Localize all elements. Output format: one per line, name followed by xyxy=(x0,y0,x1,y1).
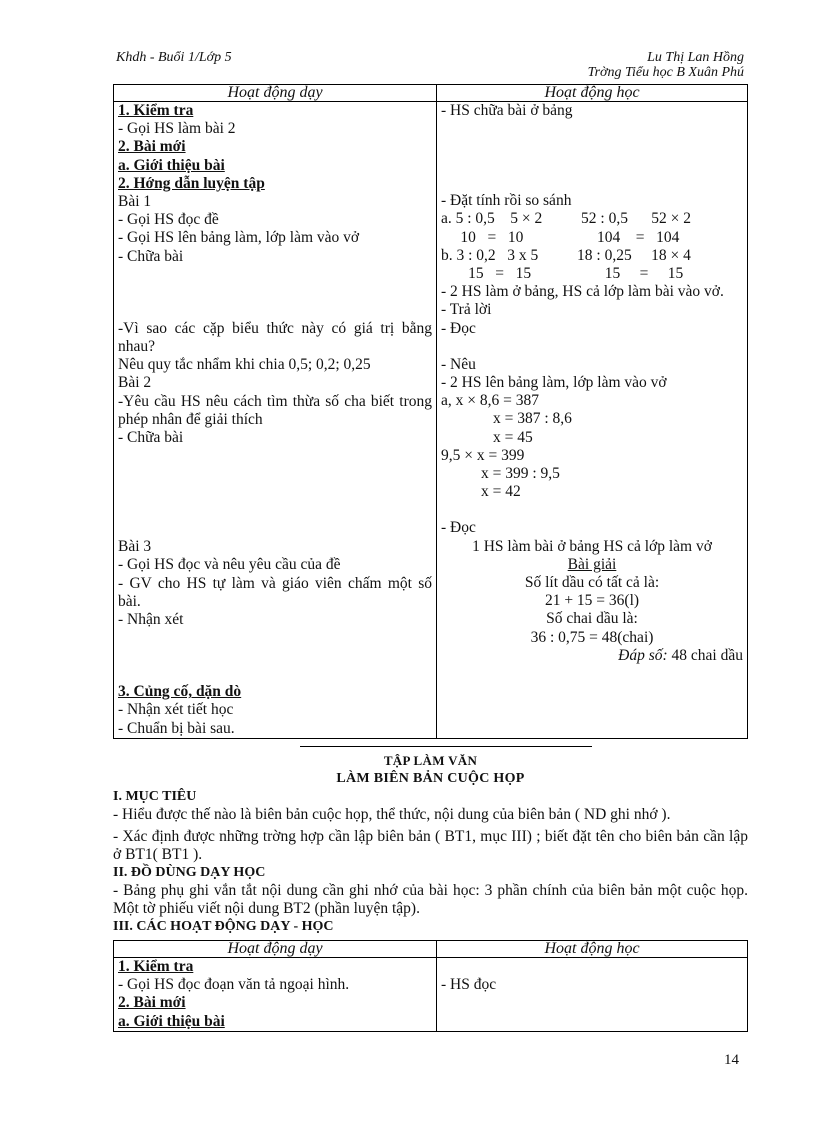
text-line: Bài 3 xyxy=(118,538,152,556)
math-line: 21 + 15 = 36(l) xyxy=(544,592,640,610)
text-line: - Đọc xyxy=(441,519,476,537)
text-line: - Trả lời xyxy=(441,301,492,319)
text-line: Bài 2 xyxy=(118,374,152,392)
text-line: - Gọi HS lên bảng làm, lớp làm vào vở xyxy=(118,229,360,247)
math-line: x = 399 : 9,5 xyxy=(481,465,560,483)
materials-text: - Bảng phụ ghi vắn tắt nội dung cần ghi nhớ của bài học: 3 phần chính của biên bản một cuộc họp. Một tờ phiếu viết nội dung BT2 (phần luyện tập). xyxy=(113,882,748,917)
text-line: Nêu quy tắc nhẩm khi chia 0,5; 0,2; 0,25 xyxy=(118,356,371,374)
student-activities xyxy=(437,102,748,739)
section-heading: 2. Hớng dẫn luyện tập xyxy=(118,174,265,192)
math-line: b. 3 : 0,2 3 x 5 18 : 0,25 18 × 4 xyxy=(441,246,691,264)
page-number: 14 xyxy=(724,1052,739,1068)
lesson-title: LÀM BIÊN BẢN CUỘC HỌP xyxy=(336,771,525,786)
activities-heading: III. CÁC HOẠT ĐỘNG DẠY - HỌC xyxy=(113,919,334,934)
answer-line xyxy=(441,647,743,665)
text-line: - Chữa bài xyxy=(118,429,184,447)
text-line: - Nhận xét xyxy=(118,611,184,629)
text-line: - GV cho HS tự làm và giáo viên chấm một số bài. xyxy=(118,574,432,610)
section-heading: a. Giới thiệu bài xyxy=(118,156,225,174)
objective-1: - Hiểu được thế nào là biên bản cuộc họp, thể thức, nội dung của biên bản ( ND ghi nhớ ). xyxy=(113,806,671,823)
header-right xyxy=(588,50,744,80)
math-line: a, x × 8,6 = 387 xyxy=(441,392,539,410)
col-header-learning: Hoạt động học xyxy=(437,941,748,958)
activities-table-1 xyxy=(113,84,748,739)
text-line: Bài 1 xyxy=(118,193,152,211)
teacher-activities xyxy=(114,958,437,1032)
solution-heading: Bài giải xyxy=(567,555,617,573)
section-heading: 1. Kiểm tra xyxy=(118,958,194,975)
math-line: 9,5 × x = 399 xyxy=(441,446,525,464)
math-line: a. 5 : 0,5 5 × 2 52 : 0,5 52 × 2 xyxy=(441,210,691,228)
text-line: Số chai dầu là: xyxy=(546,610,638,628)
math-line: 10 = 10 104 = 104 xyxy=(441,228,680,246)
text-line: 1 HS làm bài ở bảng HS cả lớp làm vở xyxy=(472,537,712,555)
lesson-subject: TẬP LÀM VĂN xyxy=(383,753,478,768)
text-line: -Yêu cầu HS nêu cách tìm thừa số cha biết trong phép nhân để giải thích xyxy=(118,392,432,428)
text-line: - Gọi HS đọc đề xyxy=(118,211,219,229)
section-heading: 2. Bài mới xyxy=(118,994,186,1012)
text-line: - Nêu xyxy=(441,355,476,373)
col-header-teaching: Hoạt động dạy xyxy=(114,85,437,102)
text-line: - Đọc xyxy=(441,319,476,337)
text-line: - Chuẩn bị bài sau. xyxy=(118,719,235,737)
col-header-learning: Hoạt động học xyxy=(437,85,748,102)
objective-2: - Xác định được những trờng hợp cần lập biên bản ( BT1, mục III) ; biết đặt tên cho biên bản cần lập ở BT1( BT1 ). xyxy=(113,828,748,863)
separator-line xyxy=(300,746,592,747)
answer-value: 48 chai dầu xyxy=(667,646,743,664)
text-line: - HS chữa bài ở bảng xyxy=(441,102,573,119)
math-line: x = 45 xyxy=(493,428,533,446)
text-line: - Chữa bài xyxy=(118,247,184,265)
math-line: x = 387 : 8,6 xyxy=(493,410,572,428)
text-line: - Gọi HS đọc và nêu yêu cầu của đề xyxy=(118,556,341,574)
answer-label: Đáp số: xyxy=(618,646,668,664)
math-line: x = 42 xyxy=(481,483,521,501)
header-left: Khdh - Buổi 1/Lớp 5 xyxy=(116,50,232,65)
text-line: - Đặt tính rồi so sánh xyxy=(441,192,572,210)
col-header-teaching: Hoạt động dạy xyxy=(114,941,437,958)
student-activities xyxy=(437,958,748,1032)
lesson-2 xyxy=(113,752,748,936)
math-line: 15 = 15 15 = 15 xyxy=(441,265,684,283)
activities-table-2 xyxy=(113,940,748,1032)
header-author: Lu Thị Lan Hồng xyxy=(647,50,744,65)
text-line: - 2 HS lên bảng làm, lớp làm vào vở xyxy=(441,374,667,392)
materials-heading: II. ĐỒ DÙNG DẠY HỌC xyxy=(113,865,266,880)
text-line: - Gọi HS đọc đoạn văn tả ngoại hình. xyxy=(118,976,350,994)
section-heading: 1. Kiểm tra xyxy=(118,102,194,119)
math-line: 36 : 0,75 = 48(chai) xyxy=(530,628,654,646)
text-line: - 2 HS làm ở bảng, HS cả lớp làm bài vào vở. xyxy=(441,283,724,301)
text-line: Số lít dầu có tất cả là: xyxy=(524,574,660,592)
text-line: - Gọi HS làm bài 2 xyxy=(118,120,236,138)
teacher-activities xyxy=(114,102,437,739)
text-line: - Nhận xét tiết học xyxy=(118,701,234,719)
section-heading: a. Giới thiệu bài xyxy=(118,1012,225,1030)
text-line: - HS đọc xyxy=(441,976,497,993)
text-line: -Vì sao các cặp biểu thức này có giá trị bằng nhau? xyxy=(118,319,432,356)
header-school: Trờng Tiểu học B Xuân Phú xyxy=(587,65,744,80)
section-heading: 2. Bài mới xyxy=(118,138,186,156)
section-heading: 3. Củng cố, dặn dò xyxy=(118,683,242,701)
objectives-heading: I. MỤC TIÊU xyxy=(113,789,197,804)
